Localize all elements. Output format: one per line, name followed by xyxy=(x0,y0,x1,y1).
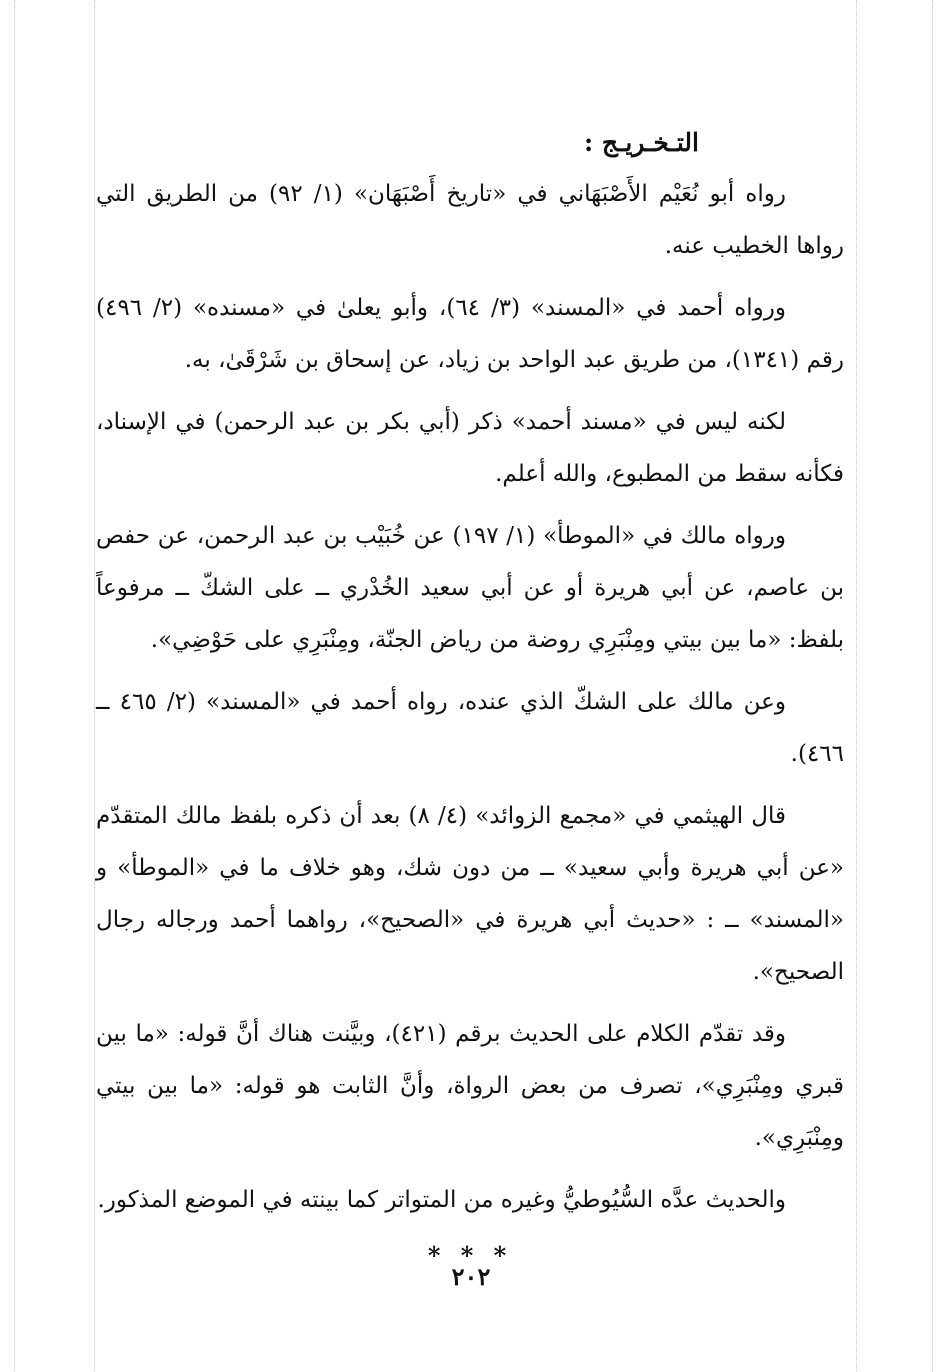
scan-guide-line xyxy=(14,0,15,1372)
section-heading: التـخـريـج : xyxy=(583,128,699,157)
paragraph-7: وقد تقدّم الكلام على الحديث برقم (٤٢١)، وبيَّنت هناك أنَّ قوله: «ما بين قبري ومِنْبَرِي»، تصرف من بعض الرواة، وأنَّ الثابت هو قوله: «ما بين بيتي ومِنْبَرِي». xyxy=(96,1021,844,1151)
main-text xyxy=(96,118,844,1276)
section-separator: * * * xyxy=(427,1241,513,1270)
scan-guide-line xyxy=(856,0,857,1372)
page-number: ٢٠٢ xyxy=(451,1262,491,1291)
paragraph-2: ورواه أحمد في «المسند» (٣/ ٦٤)، وأبو يعلىٰ في «مسنده» (٢/ ٤٩٦) رقم (١٣٤١)، من طريق عبد الواحد بن زياد، عن إسحاق بن شَرْقَىٰ، به. xyxy=(96,295,844,373)
paragraph-5: وعن مالك على الشكّ الذي عنده، رواه أحمد في «المسند» (٢/ ٤٦٥ ــ ٤٦٦). xyxy=(96,689,844,767)
paragraph-1: رواه أبو نُعَيْم الأَصْبَهَاني في «تاريخ أَصْبَهَان» (١/ ٩٢) من الطريق التي رواها الخطيب عنه. xyxy=(96,181,844,259)
paragraph-4: ورواه مالك في «الموطأ» (١/ ١٩٧) عن خُبَيْب بن عبد الرحمن، عن حفص بن عاصم، عن أبي هريرة أو عن أبي سعيد الخُدْري ــ على الشكّ ــ مرفوعاً بلفظ: «ما بين بيتي ومِنْبَرِي روضة من رياض الجنّة، ومِنْبَرِي على حَوْضِي». xyxy=(96,523,844,653)
paragraph-6: قال الهيثمي في «مجمع الزوائد» (٤/ ٨) بعد أن ذكره بلفظ مالك المتقدّم «عن أبي هريرة وأبي سعيد» ــ من دون شك، وهو خلاف ما في «الموطأ» و «المسند» ــ : «حديث أبي هريرة في «الصحيح»، رواهما أحمد ورجاله رجال الصحيح». xyxy=(96,803,844,985)
scan-guide-line xyxy=(94,0,95,1372)
paragraph-3: لكنه ليس في «مسند أحمد» ذكر (أبي بكر بن عبد الرحمن) في الإسناد، فكأنه سقط من المطبوع، والله أعلم. xyxy=(96,409,844,487)
paragraph-8: والحديث عدَّه السُّيُوطيُّ وغيره من المتواتر كما بينته في الموضع المذكور. xyxy=(97,1187,786,1213)
scan-guide-line xyxy=(932,0,933,1372)
